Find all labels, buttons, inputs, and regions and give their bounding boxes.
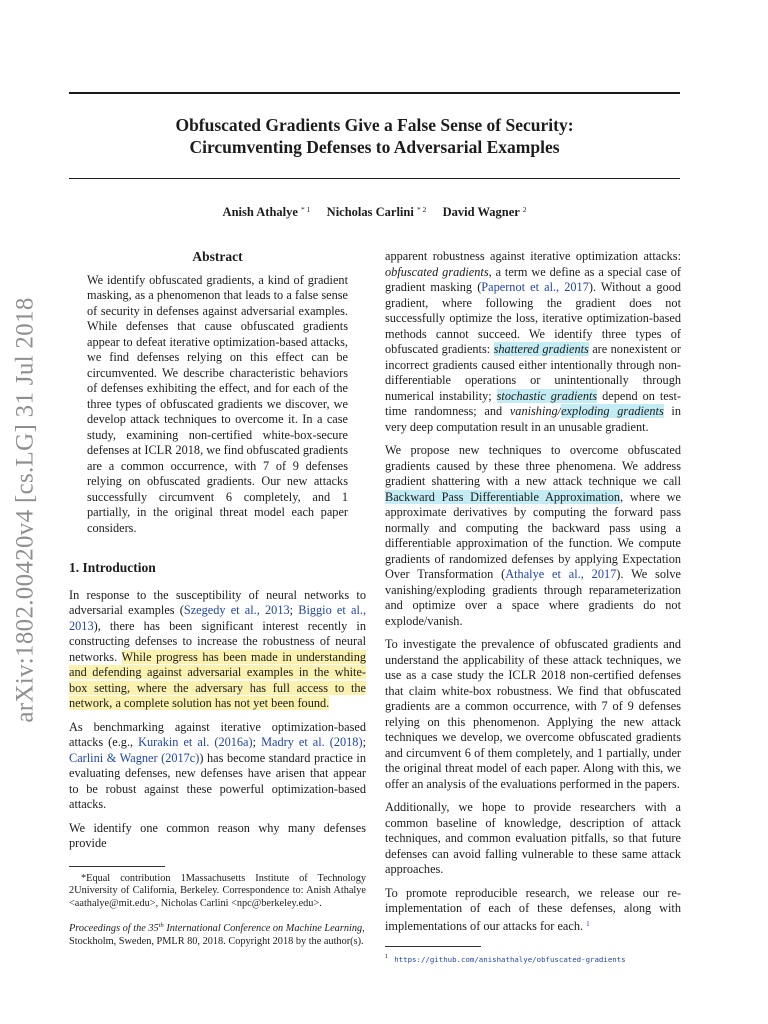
- author-affiliation: * 1: [301, 205, 311, 214]
- citation-link[interactable]: Biggio et al., 2013: [69, 603, 367, 633]
- footnote-marker[interactable]: 1: [586, 919, 590, 928]
- footnote-rule: [69, 866, 165, 867]
- author-list: [69, 205, 680, 220]
- arxiv-identifier: arXiv:1802.00420v4 [cs.LG] 31 Jul 2018: [12, 297, 39, 723]
- intro-paragraph-3: We identify one common reason why many defenses provide: [69, 820, 366, 850]
- right-column: [385, 249, 681, 966]
- author-name: Anish Athalye: [222, 205, 298, 219]
- blue-highlight: Backward Pass Differentiable Approximation: [385, 489, 621, 504]
- citation-link[interactable]: Papernot et al., 2017: [481, 280, 589, 294]
- citation-link[interactable]: Madry et al. (2018): [261, 735, 363, 749]
- affiliation-footnote: *Equal contribution 1Massachusetts Institute of Technology 2University of California, Berkeley. Correspondence to: Anish Athalye <aathalye@mit.edu>, Nicholas Carlini <npc@berkeley.edu>.: [69, 872, 366, 909]
- citation-link[interactable]: Athalye et al., 2017: [505, 567, 617, 581]
- footnote-number: 1: [385, 953, 389, 960]
- blue-highlight: shattered gradients: [493, 342, 589, 356]
- author-name: David Wagner: [442, 205, 520, 219]
- abstract-text: We identify obfuscated gradients, a kind of gradient masking, as a phenomenon that leads to a false sense of security in defenses against adversarial examples. While defenses that cause obfuscated gradients appear to defeat iterative optimization-based attacks, we find defenses relying on this effect can be circumvented. We describe characteristic behaviors of defenses exhibiting the effect, and for each of the three types of obfuscated gradients we discover, we develop attack techniques to overcome it. In a case study, examining non-certified white-box-secure defenses at ICLR 2018, we find obfuscated gradients are a common occurrence, with 7 of 9 defenses relying on obfuscated gradients. Our new attacks successfully circumvent 6 completely, and 1 partially, in the original threat model each paper considers.: [87, 272, 348, 535]
- footnote-rule: [385, 946, 481, 947]
- introduction-heading: 1. Introduction: [69, 560, 156, 575]
- author-name: Nicholas Carlini: [326, 205, 414, 219]
- yellow-highlight: While progress has been made in understanding and defending against adversarial examples in the white-box setting, where the adversary has full access to the network, a complete solution has not yet been found.: [69, 649, 367, 710]
- right-paragraph-3: To investigate the prevalence of obfuscated gradients and understand the applicability of these attack techniques, we use as a case study the ICLR 2018 non-certified defenses that claim white-box robustness. We find that obfuscated gradients are a common occurrence, with 7 of 9 defenses relying on this phenomenon. Applying the new attack techniques we develop, we overcome obfuscated gradients and circumvent 6 of them completely, and 1 partially, under the original threat model of each paper. Along with this, we offer an analysis of the evaluations performed in the papers.: [385, 637, 681, 791]
- right-paragraph-1: apparent robustness against iterative optimization attacks: obfuscated gradients, a term we define as a special case of gradient masking (Papernot et al., 2017). Without a good gradient, where following the gradient does not successfully optimize the loss, iterative optimization-based methods cannot succeed. We identify three types of obfuscated gradients: shattered gradients are nonexistent or incorrect gradients caused either intentionally through non-differentiable operations or unintentionally through numerical instability; stochastic gradients depend on test-time randomness; and vanishing/exploding gradients in very deep computation result in an unusable gradient.: [385, 249, 682, 434]
- author-affiliation: 2: [522, 205, 527, 214]
- arxiv-sidebar: [4, 288, 48, 732]
- abstract-heading: Abstract: [192, 249, 243, 264]
- right-paragraph-2: We propose new techniques to overcome obfuscated gradients caused by these three phenomena. We address gradient shattering with a new attack technique we call Backward Pass Differentiable Approximation, where we approximate derivatives by computing the forward pass normally and computing the backward pass using a differentiable approximation of the function. We compute gradients of randomized defenses by applying Expectation Over Transformation (Athalye et al., 2017). We solve vanishing/exploding gradients through reparameterization and optimize over a space where gradients do not explode/vanish.: [385, 443, 681, 628]
- blue-highlight: stochastic gradients: [496, 388, 598, 403]
- left-column: [69, 249, 366, 948]
- citation-link[interactable]: Szegedy et al., 2013: [183, 603, 290, 617]
- citation-link[interactable]: Carlini & Wagner (2017c): [69, 750, 200, 765]
- right-paragraph-4: Additionally, we hope to provide researchers with a common baseline of knowledge, description of attack techniques, and common evaluation pitfalls, so that future defenses can avoid falling vulnerable to these same attack approaches.: [385, 800, 681, 876]
- title-bottom-rule: [69, 178, 680, 179]
- url-footnote: [385, 951, 681, 966]
- paper-title: [69, 114, 680, 158]
- blue-highlight: exploding gradients: [561, 404, 664, 418]
- right-paragraph-5: To promote reproducible research, we release our re-implementation of each of these defenses, along with implementations of our attacks for each. $^1$: [385, 885, 681, 933]
- citation-link[interactable]: Kurakin et al. (2016a): [138, 735, 253, 749]
- intro-paragraph-2: As benchmarking against iterative optimization-based attacks (e.g., Kurakin et al. (2016a); Madry et al. (2018); Carlini & Wagner (2017c)) has become standard practice in evaluating defenses, new defenses have arisen that appear to be robust against these powerful optimization-based attacks.: [69, 719, 366, 811]
- github-link[interactable]: https://github.com/anishathalye/obfuscated-gradients: [394, 955, 626, 964]
- title-line-1: Obfuscated Gradients Give a False Sense of Security:: [175, 115, 574, 135]
- author-affiliation: * 2: [416, 205, 427, 214]
- intro-paragraph-1: In response to the susceptibility of neural networks to adversarial examples (Szegedy et al., 2013; Biggio et al., 2013), there has been significant interest recently in constructing defenses to increase the robustness of neural networks. While progress has been made in understanding and defending against adversarial examples in the white-box setting, where the adversary has full access to the network, a complete solution has not yet been found.: [69, 587, 367, 710]
- title-top-rule: [69, 92, 680, 94]
- proceedings-note: Proceedings of the 35th International Conference on Machine Learning, Stockholm, Sweden, PMLR 80, 2018. Copyright 2018 by the author(s).: [69, 922, 365, 947]
- title-line-2: Circumventing Defenses to Adversarial Examples: [189, 137, 560, 157]
